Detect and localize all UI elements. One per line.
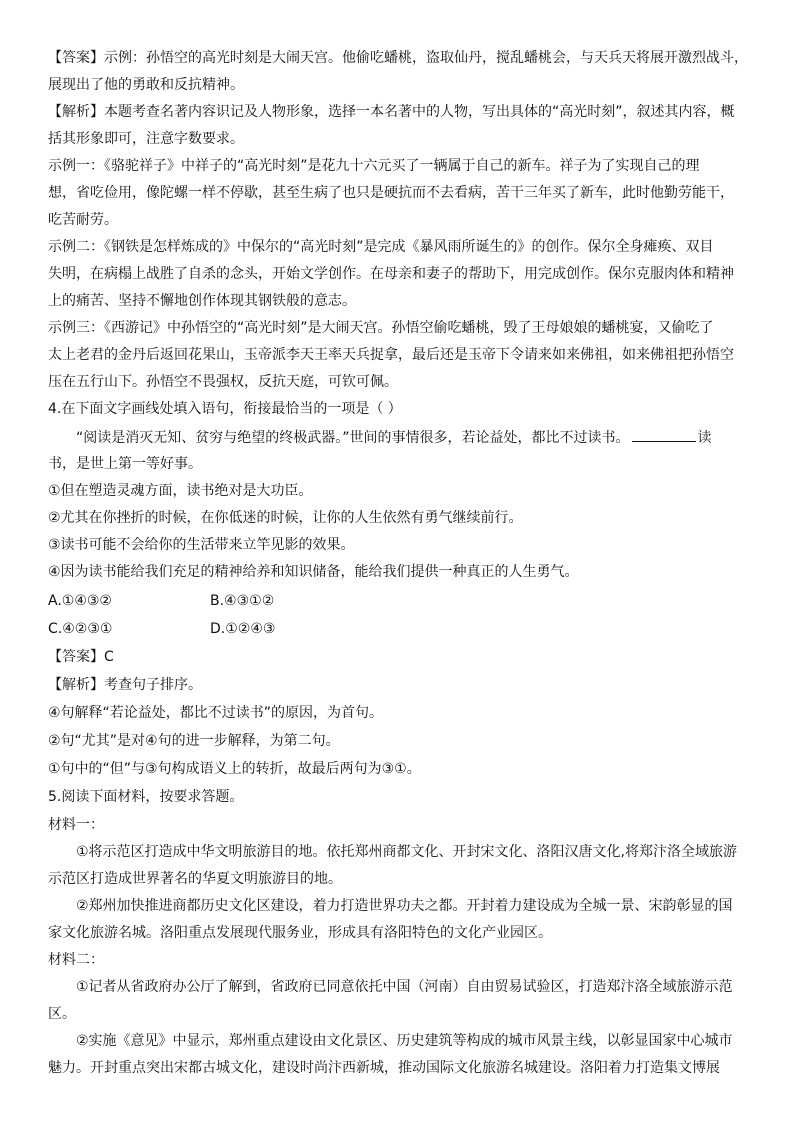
sentence-item: ②尤其在你挫折的时候，在你低迷的时候，让你的人生依然有勇气继续前行。 [48, 510, 523, 526]
example-line: 示例一：《骆驼祥子》中祥子的“高光时刻”是花九十六元买了一辆属于自己的新车。祥子为了实现自己的理 [48, 158, 700, 174]
material-line: 家文化旅游名城。洛阳重点发展现代服务业，形成具有洛阳特色的文化产业园区。 [48, 925, 552, 941]
sentence-item: ③读书可能不会给你的生活带来立竿见影的效果。 [48, 537, 355, 553]
material-line: ②实施《意见》中显示，郑州重点建设由文化景区、历史建筑等构成的城市风景主线，以彰显国家中心城市 [76, 1033, 733, 1049]
passage-line: 书，是世上第一等好事。 [48, 456, 202, 472]
material-line: 区。 [48, 1006, 76, 1022]
example-line: 失明，在病榻上战胜了自杀的念头，开始文学创作。在母亲和妻子的帮助下，用完成创作。保尔克服肉体和精神 [48, 266, 734, 282]
answer-line: 展现出了他的勇敢和反抗精神。 [48, 77, 244, 93]
example-line: 上的痛苦、坚持不懈地创作体现其钢铁般的意志。 [48, 293, 356, 309]
material-heading: 材料一： [48, 817, 104, 833]
question-5-title: 5.阅读下面材料，按要求答题。 [48, 789, 244, 805]
passage-text: “阅读是消灭无知、贫穷与绝望的终极武器。”世间的事情很多，若论益处，都比不过读书。 [76, 430, 630, 446]
analysis-line: 括其形象即可，注意字数要求。 [48, 131, 244, 147]
material-line: ①将示范区打造成中华文明旅游目的地。依托郑州商都文化、开封宋文化、洛阳汉唐文化,将郑汴洛全域旅游 [76, 844, 737, 860]
analysis-line: 【解析】考查句子排序。 [48, 677, 202, 693]
option-a: A.①④③② [48, 593, 112, 609]
option-d: D.①②④③ [210, 621, 276, 637]
question-4-title: 4.在下面文字画线处填入语句，衔接最恰当的一项是（ ） [48, 401, 402, 417]
sentence-item: ④因为读书能给我们充足的精神给养和知识储备，能给我们提供一种真正的人生勇气。 [48, 564, 579, 580]
analysis-line: ①句中的“但”与③句构成语义上的转折，故最后两句为③①。 [48, 761, 421, 777]
answer-line: 【答案】C [48, 649, 114, 665]
example-line: 太上老君的金丹后返回花果山，玉帝派李天王率天兵捉拿，最后还是玉帝下令请来如来佛祖，如来佛祖把孙悟空 [48, 347, 734, 363]
material-line: 示范区打造成世界著名的华夏文明旅游目的地。 [48, 871, 342, 887]
material-line: 魅力。开封重点突出宋都古城文化，建设时尚汴西新城，推动国际文化旅游名城建设。洛阳着力打造集文博展 [48, 1060, 720, 1076]
option-c: C.④②③① [48, 621, 113, 637]
material-line: ①记者从省政府办公厅了解到，省政府已同意依托中国（河南）自由贸易试验区，打造郑汴洛全域旅游示范 [76, 979, 733, 995]
answer-line: 【答案】示例：孙悟空的高光时刻是大闹天宫。他偷吃蟠桃，盗取仙丹，搅乱蟠桃会，与天兵天将展开激烈战斗， [48, 50, 748, 66]
passage-text: 读 [697, 430, 712, 446]
option-b: B.④③①② [210, 593, 275, 609]
material-heading: 材料二： [48, 952, 104, 968]
example-line: 压在五行山下。孙悟空不畏强权，反抗天庭，可钦可佩。 [48, 374, 398, 390]
analysis-line: 【解析】本题考查名著内容识记及人物形象，选择一本名著中的人物，写出具体的“高光时刻”，叙述其内容，概 [48, 104, 735, 120]
sentence-item: ①但在塑造灵魂方面，读书绝对是大功臣。 [48, 483, 313, 499]
example-line: 吃苦耐劳。 [48, 212, 118, 228]
passage-line [76, 427, 712, 448]
analysis-line: ④句解释“若论益处，都比不过读书”的原因，为首句。 [48, 705, 384, 721]
example-line: 想，省吃俭用，像陀螺一样不停歇，甚至生病了也只是硬抗而不去看病，苦干三年买了新车，此时他勤劳能干， [48, 185, 734, 201]
example-line: 示例三：《西游记》中孙悟空的“高光时刻”是大闹天宫。孙悟空偷吃蟠桃，毁了王母娘娘的蟠桃宴，又偷吃了 [48, 320, 714, 336]
fill-blank [632, 427, 696, 442]
example-line: 示例二：《钢铁是怎样炼成的》中保尔的“高光时刻”是完成《暴风雨所诞生的》的创作。保尔全身瘫痪、双目 [48, 239, 714, 255]
material-line: ②郑州加快推进商都历史文化区建设，着力打造世界功夫之都。开封着力建设成为全城一景、宋韵彰显的国 [76, 898, 733, 914]
analysis-line: ②句“尤其”是对④句的进一步解释，为第二句。 [48, 733, 340, 749]
